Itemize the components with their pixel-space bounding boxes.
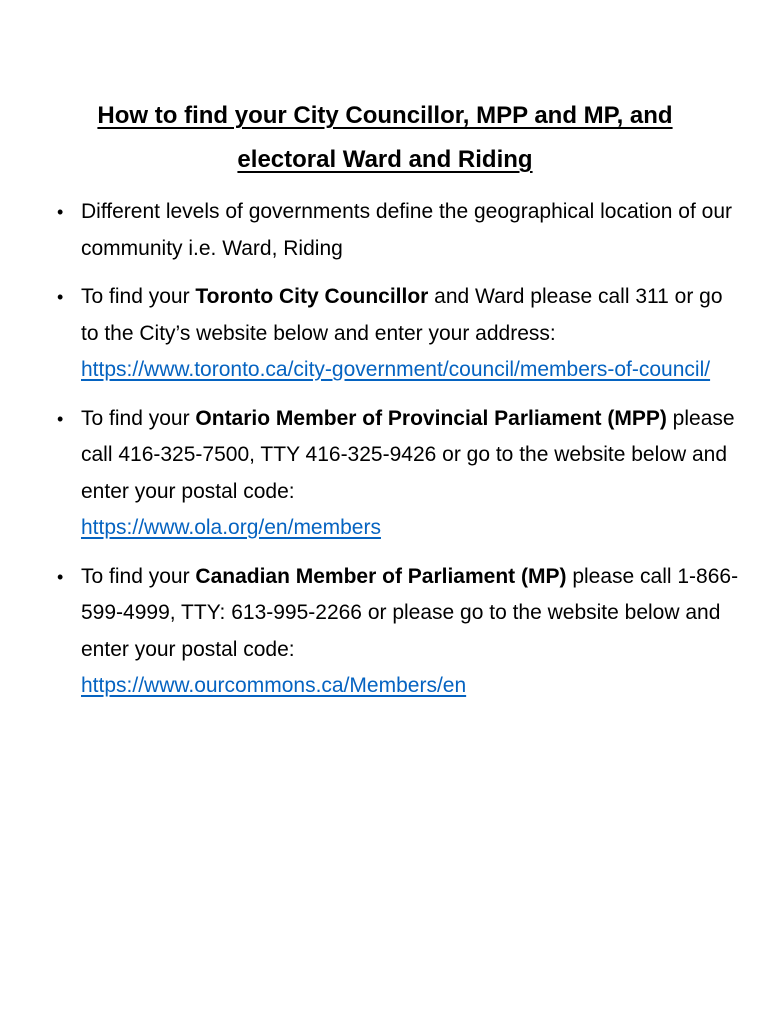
bullet-text-before: To find your [81, 406, 196, 430]
title-line-2: electoral Ward and Riding [237, 146, 533, 173]
bullet-text: Different levels of governments define the geographical location of our community i.e. Ward, Riding [81, 200, 733, 260]
ourcommons-members-link[interactable]: https://www.ourcommons.ca/Members/en [81, 674, 467, 697]
bullet-text-bold: Canadian Member of Parliament (MP) [195, 564, 567, 588]
bullet-icon: • [57, 408, 64, 429]
bullet-item-mp [0, 559, 770, 705]
bullet-item-city-councillor [0, 279, 770, 389]
bullet-text-bold: Toronto City Councillor [195, 285, 429, 308]
bullet-icon: • [57, 566, 64, 587]
bullet-item-levels [0, 194, 770, 267]
page-title [60, 94, 710, 182]
bullet-text-before: To find your [81, 285, 196, 308]
bullet-list [0, 194, 770, 717]
title-line-1: How to find your City Councillor, MPP and MP, and [97, 102, 673, 129]
bullet-text-after: please call 416-325-7500, TTY 416-325-9426 or go to the website below and enter your postal code: [81, 406, 735, 503]
bullet-text-after: and Ward please call 311 or go to the City’s website below and enter your address: [81, 285, 723, 345]
toronto-council-link[interactable]: https://www.toronto.ca/city-government/council/members-of-council/ [81, 358, 711, 381]
bullet-icon: • [57, 202, 64, 222]
bullet-icon: • [57, 287, 64, 307]
ola-members-link[interactable]: https://www.ola.org/en/members [81, 516, 381, 539]
bullet-text-after: please call 1-866-599-4999, TTY: 613-995-2266 or please go to the website below and enter your postal code: [81, 564, 739, 661]
bullet-text-bold: Ontario Member of Provincial Parliament (MPP) [195, 406, 667, 430]
bullet-item-mpp [0, 401, 770, 547]
bullet-text-before: To find your [81, 564, 196, 588]
